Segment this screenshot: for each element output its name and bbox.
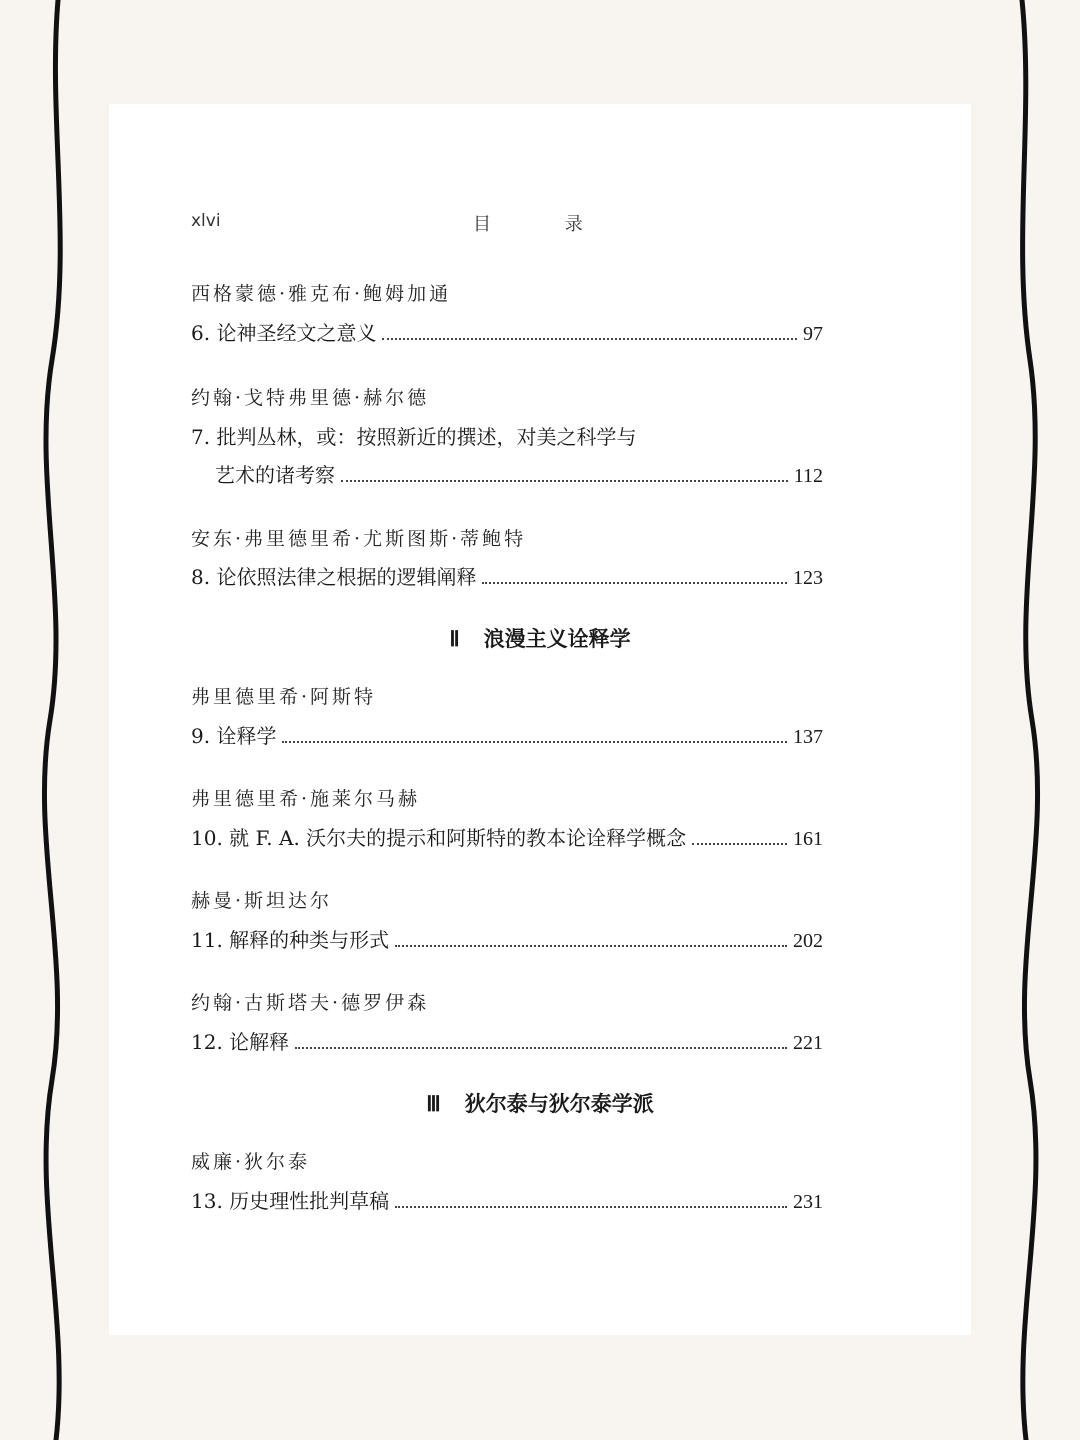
page-header-title: 目 录	[473, 214, 617, 235]
section-title: 浪漫主义诠释学	[483, 627, 631, 651]
toc-entry-page: 137	[793, 726, 823, 748]
toc-author: 弗里德里希·阿斯特	[191, 686, 377, 708]
toc-entry-title-line[interactable]: 7. 批判丛林，或：按照新近的撰述，对美之科学与	[191, 425, 637, 449]
toc-entry-title: 12. 论解释	[191, 1030, 290, 1054]
toc-author: 约翰·戈特弗里德·赫尔德	[191, 387, 430, 409]
toc-entry-page: 231	[793, 1191, 823, 1213]
toc-entry-title: 10. 就 F. A. 沃尔夫的提示和阿斯特的教本论诠释学概念	[191, 826, 687, 850]
book-page	[109, 104, 971, 1335]
toc-entry-title: 11. 解释的种类与形式	[191, 928, 390, 952]
toc-entry-title: 9. 诠释学	[191, 724, 277, 748]
dot-leader	[282, 740, 787, 743]
toc-entry[interactable]	[191, 1026, 823, 1056]
dot-leader	[692, 842, 787, 845]
section-numeral: Ⅲ	[426, 1092, 441, 1116]
dot-leader	[382, 337, 797, 340]
toc-author: 弗里德里希·施莱尔马赫	[191, 788, 421, 810]
section-numeral: Ⅱ	[449, 627, 460, 651]
toc-author: 西格蒙德·雅克布·鲍姆加通	[191, 283, 452, 305]
toc-entry-title: 13. 历史理性批判草稿	[191, 1189, 390, 1213]
toc-entry-page: 123	[793, 567, 823, 589]
toc-author: 约翰·古斯塔夫·德罗伊森	[191, 992, 430, 1014]
page-number: xlvi	[191, 211, 221, 231]
toc-entry-page: 202	[793, 930, 823, 952]
dot-leader	[395, 1205, 787, 1208]
toc-entry[interactable]	[191, 1185, 823, 1215]
toc-author: 威廉·狄尔泰	[191, 1151, 311, 1173]
toc-entry[interactable]	[215, 459, 823, 489]
toc-entry[interactable]	[191, 317, 823, 347]
toc-entry-title: 8. 论依照法律之根据的逻辑阐释	[191, 565, 477, 589]
toc-entry[interactable]	[191, 720, 823, 750]
toc-entry-page: 221	[793, 1032, 823, 1054]
dot-leader	[295, 1046, 787, 1049]
toc-entry[interactable]	[191, 561, 823, 591]
toc-entry-page: 161	[793, 828, 823, 850]
dot-leader	[395, 944, 787, 947]
toc-entry[interactable]	[191, 822, 823, 852]
section-title: 狄尔泰与狄尔泰学派	[464, 1092, 654, 1116]
toc-author: 赫曼·斯坦达尔	[191, 890, 333, 912]
toc-entry-title: 艺术的诸考察	[215, 463, 335, 487]
toc-entry-page: 97	[803, 323, 823, 345]
toc-entry[interactable]	[191, 924, 823, 954]
toc-entry-title: 6. 论神圣经文之意义	[191, 321, 377, 345]
toc-entry-page: 112	[793, 465, 823, 487]
toc-author: 安东·弗里德里希·尤斯图斯·蒂鲍特	[191, 528, 527, 550]
section-heading	[109, 623, 971, 653]
dot-leader	[482, 581, 787, 584]
dot-leader	[341, 479, 788, 482]
section-heading	[109, 1088, 971, 1118]
